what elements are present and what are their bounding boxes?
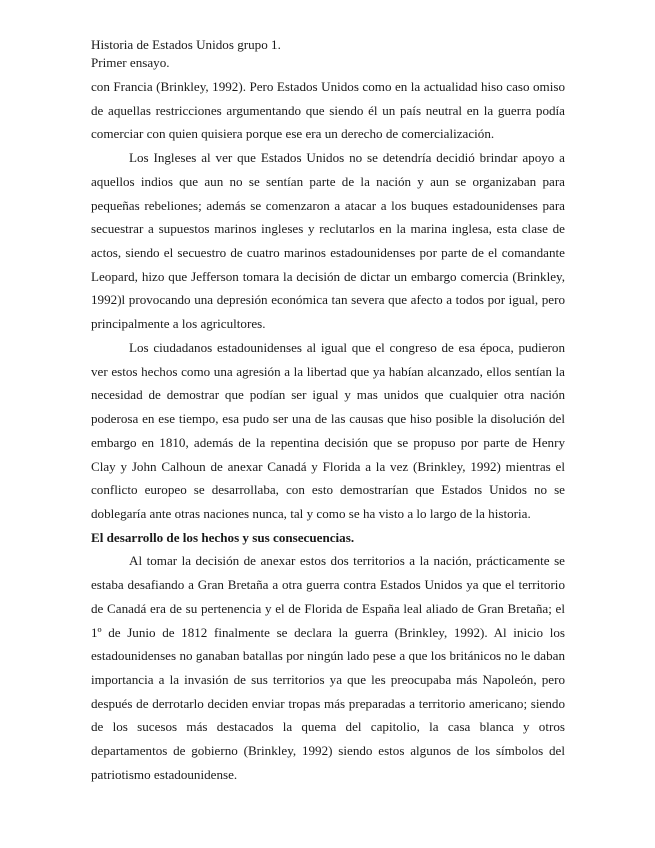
page-header — [91, 36, 571, 72]
paragraph-ciudadanos: Los ciudadanos estadounidenses al igual que el congreso de esa época, pudieron ver estos hechos como una agresión a la libertad que ya habían alcanzado, ellos sentían la necesidad de demostrar que podían ser igual y mas unidos que cualquier otra nación poderosa en ese tiempo, esa pudo ser una de las causas que hiso posible la disolución del embargo en 1810, además de la repentina decisión que se propuso por parte de Henry Clay y John Calhoun de anexar Canadá y Florida a la vez (Brinkley, 1992) mientras el conflicto europeo se desarrollaba, con esto demostrarían que Estados Unidos no se doblegaría ante otras naciones nunca, tal y como se ha visto a lo largo de la historia. — [91, 339, 565, 521]
paragraph-ingleses: Los Ingleses al ver que Estados Unidos no se detendría decidió brindar apoyo a aquellos indios que aun no se sentían parte de la nación y aun se organizaban para pequeñas rebeliones; además se comenzaron a atacar a los buques estadounidenses para secuestrar a supuestos marinos ingleses y reclutarlos en la marina inglesa, esta clase de actos, siendo el secuestro de cuatro marinos estadounidenses por parte de el comandante Leopard, hizo que Jefferson tomara la decisión de dictar un embargo comercia (Brinkley, 1992)l provocando una depresión económica tan severa que afecto a todos por igual, pero principalmente a los agricultores. — [91, 150, 565, 332]
paragraph-desarrollo: Al tomar la decisión de anexar estos dos territorios a la nación, prácticamente se estaba desafiando a Gran Bretaña a otra guerra contra Estados Unidos ya que el territorio de Canadá era de su pertenencia y el de Florida de España leal aliado de Gran Bretaña; el 1º de Junio de 1812 finalmente se declara la guerra (Brinkley, 1992). Al inicio los estadounidenses no ganaban batallas por ningún lado pese a que los británicos no le daban importancia a la invasión de sus territorios ya que les preocupaba más Napoleón, pero después de derrotarlo deciden enviar tropas más preparadas a territorio americano; siendo de los sucesos más destacados la quema del capitolio, la casa blanca y otros departamentos de gobierno (Brinkley, 1992) siendo estos algunos de los símbolos del patriotismo estadounidense. — [91, 553, 565, 782]
header-essay-label: Primer ensayo. — [91, 55, 170, 70]
paragraph-continuation: con Francia (Brinkley, 1992). Pero Estados Unidos como en la actualidad hiso caso omiso de aquellas restricciones argumentando que siendo él un país neutral en la guerra podía comerciar con quien quisiera porque ese era un derecho de comercialización. — [91, 79, 565, 142]
document-body — [91, 75, 565, 787]
header-course-title: Historia de Estados Unidos grupo 1. — [91, 37, 281, 52]
section-heading: El desarrollo de los hechos y sus consecuencias. — [91, 529, 355, 545]
